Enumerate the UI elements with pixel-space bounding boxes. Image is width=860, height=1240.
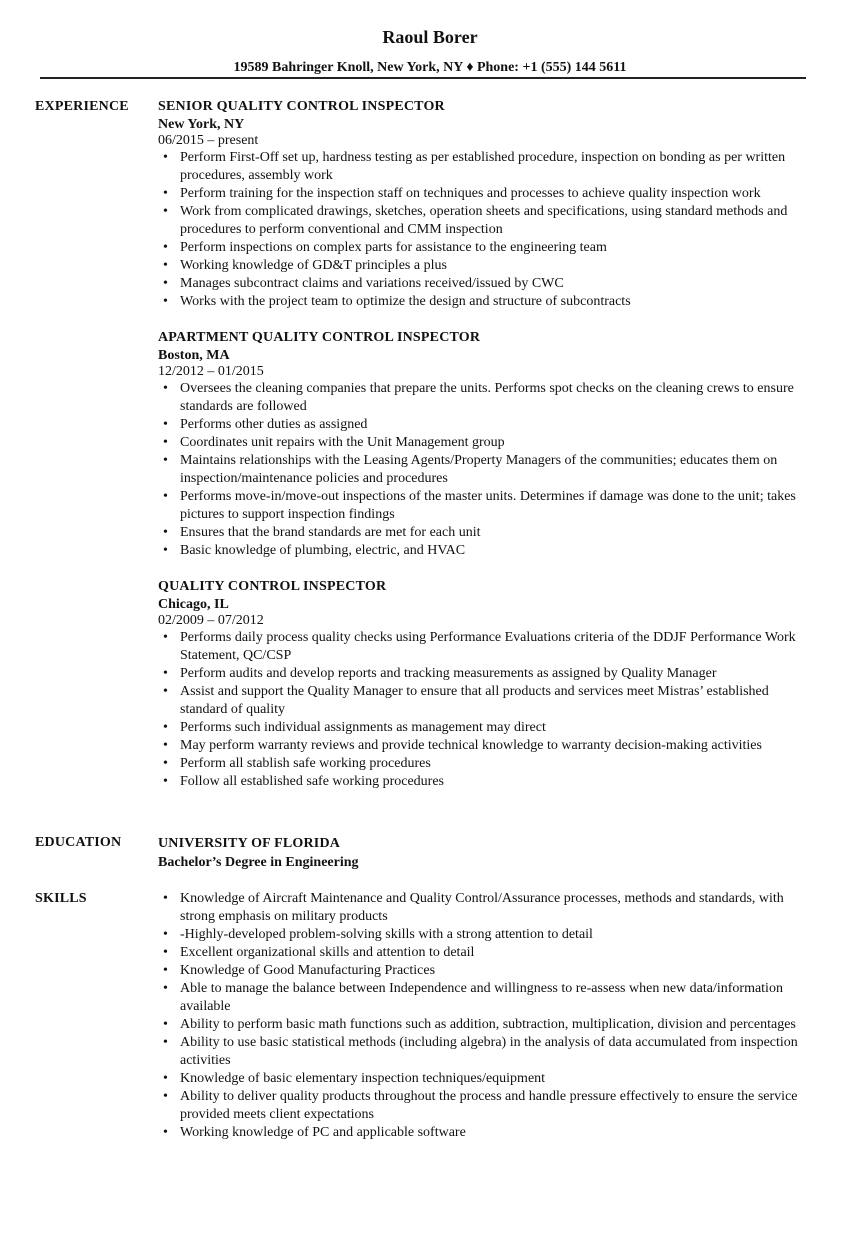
bullet-item: • Performs other duties as assigned (158, 416, 818, 434)
skills-list (158, 890, 818, 1142)
header-divider (40, 77, 806, 79)
bullet-item: • Performs daily process quality checks using Performance Evaluations criteria of the DDJF Performance Work Statement, QC/CSP (158, 629, 818, 665)
skill-item: • Excellent organizational skills and attention to detail (158, 944, 818, 962)
job-entry (158, 98, 818, 311)
bullet-item: • Perform audits and develop reports and tracking measurements as assigned by Quality Manager (158, 665, 818, 683)
skill-item: • Ability to use basic statistical methods (including algebra) in the analysis of data accumulated from inspection activities (158, 1034, 818, 1070)
skill-item: • Ability to perform basic math functions such as addition, subtraction, multiplication, division and percentages (158, 1016, 818, 1034)
skill-item: • Working knowledge of PC and applicable software (158, 1124, 818, 1142)
bullet-item: • May perform warranty reviews and provide technical knowledge to warranty decision-making activities (158, 737, 818, 755)
bullet-item: • Ensures that the brand standards are met for each unit (158, 524, 818, 542)
bullet-item: • Performs move-in/move-out inspections of the master units. Determines if damage was done to the unit; takes pictures to support inspection findings (158, 488, 818, 524)
bullet-item: • Basic knowledge of plumbing, electric, and HVAC (158, 542, 818, 560)
job-bullets (158, 629, 818, 791)
job-location: Chicago, IL (158, 597, 229, 612)
job-title: QUALITY CONTROL INSPECTOR (158, 579, 387, 594)
bullet-item: • Coordinates unit repairs with the Unit Management group (158, 434, 818, 452)
contact-line: 19589 Bahringer Knoll, New York, NY ♦ Phone: +1 (555) 144 5611 (233, 60, 627, 75)
skill-item: • -Highly-developed problem-solving skills with a strong attention to detail (158, 926, 818, 944)
experience-section (158, 98, 818, 809)
job-dates: 12/2012 – 01/2015 (158, 364, 264, 379)
candidate-name: Raoul Borer (382, 27, 478, 47)
skill-item: • Able to manage the balance between Independence and willingness to re-assess when new data/information available (158, 980, 818, 1016)
job-location: Boston, MA (158, 348, 230, 363)
bullet-item: • Perform inspections on complex parts for assistance to the engineering team (158, 239, 818, 257)
job-location: New York, NY (158, 117, 245, 132)
experience-heading: EXPERIENCE (35, 99, 129, 114)
job-title: APARTMENT QUALITY CONTROL INSPECTOR (158, 330, 481, 345)
education-section (158, 835, 818, 873)
bullet-item: • Follow all established safe working procedures (158, 773, 818, 791)
job-dates: 06/2015 – present (158, 133, 259, 148)
skill-item: • Knowledge of basic elementary inspection techniques/equipment (158, 1070, 818, 1088)
bullet-item: • Maintains relationships with the Leasing Agents/Property Managers of the communities; educates them on inspection/maintenance policies and procedures (158, 452, 818, 488)
job-entry (158, 329, 818, 560)
bullet-item: • Perform First-Off set up, hardness testing as per established procedure, inspection on bonding as per written procedures, assembly work (158, 149, 818, 185)
job-dates: 02/2009 – 07/2012 (158, 613, 264, 628)
skills-heading: SKILLS (35, 891, 87, 906)
skill-item: • Knowledge of Aircraft Maintenance and Quality Control/Assurance processes, methods and standards, with strong emphasis on military products (158, 890, 818, 926)
bullet-item: • Work from complicated drawings, sketches, operation sheets and specifications, using standard methods and procedures to perform conventional and CMM inspection (158, 203, 818, 239)
job-title: SENIOR QUALITY CONTROL INSPECTOR (158, 99, 445, 114)
degree: Bachelor’s Degree in Engineering (158, 855, 359, 870)
bullet-item: • Manages subcontract claims and variations received/issued by CWC (158, 275, 818, 293)
bullet-item: • Oversees the cleaning companies that prepare the units. Performs spot checks on the cleaning crews to ensure standards are followed (158, 380, 818, 416)
bullet-item: • Working knowledge of GD&T principles a plus (158, 257, 818, 275)
bullet-item: • Performs such individual assignments as management may direct (158, 719, 818, 737)
skill-item: • Knowledge of Good Manufacturing Practices (158, 962, 818, 980)
education-heading: EDUCATION (35, 835, 122, 850)
bullet-item: • Works with the project team to optimize the design and structure of subcontracts (158, 293, 818, 311)
bullet-item: • Perform training for the inspection staff on techniques and processes to achieve quality inspection work (158, 185, 818, 203)
job-entry (158, 578, 818, 791)
bullet-item: • Assist and support the Quality Manager to ensure that all products and services meet Mistras’ established standard of quality (158, 683, 818, 719)
bullet-item: • Perform all stablish safe working procedures (158, 755, 818, 773)
job-bullets (158, 149, 818, 311)
skill-item: • Ability to deliver quality products throughout the process and handle pressure effectively to ensure the service provided meets client expectations (158, 1088, 818, 1124)
school-name: UNIVERSITY OF FLORIDA (158, 836, 341, 851)
skills-section (158, 890, 818, 1142)
job-bullets (158, 380, 818, 560)
